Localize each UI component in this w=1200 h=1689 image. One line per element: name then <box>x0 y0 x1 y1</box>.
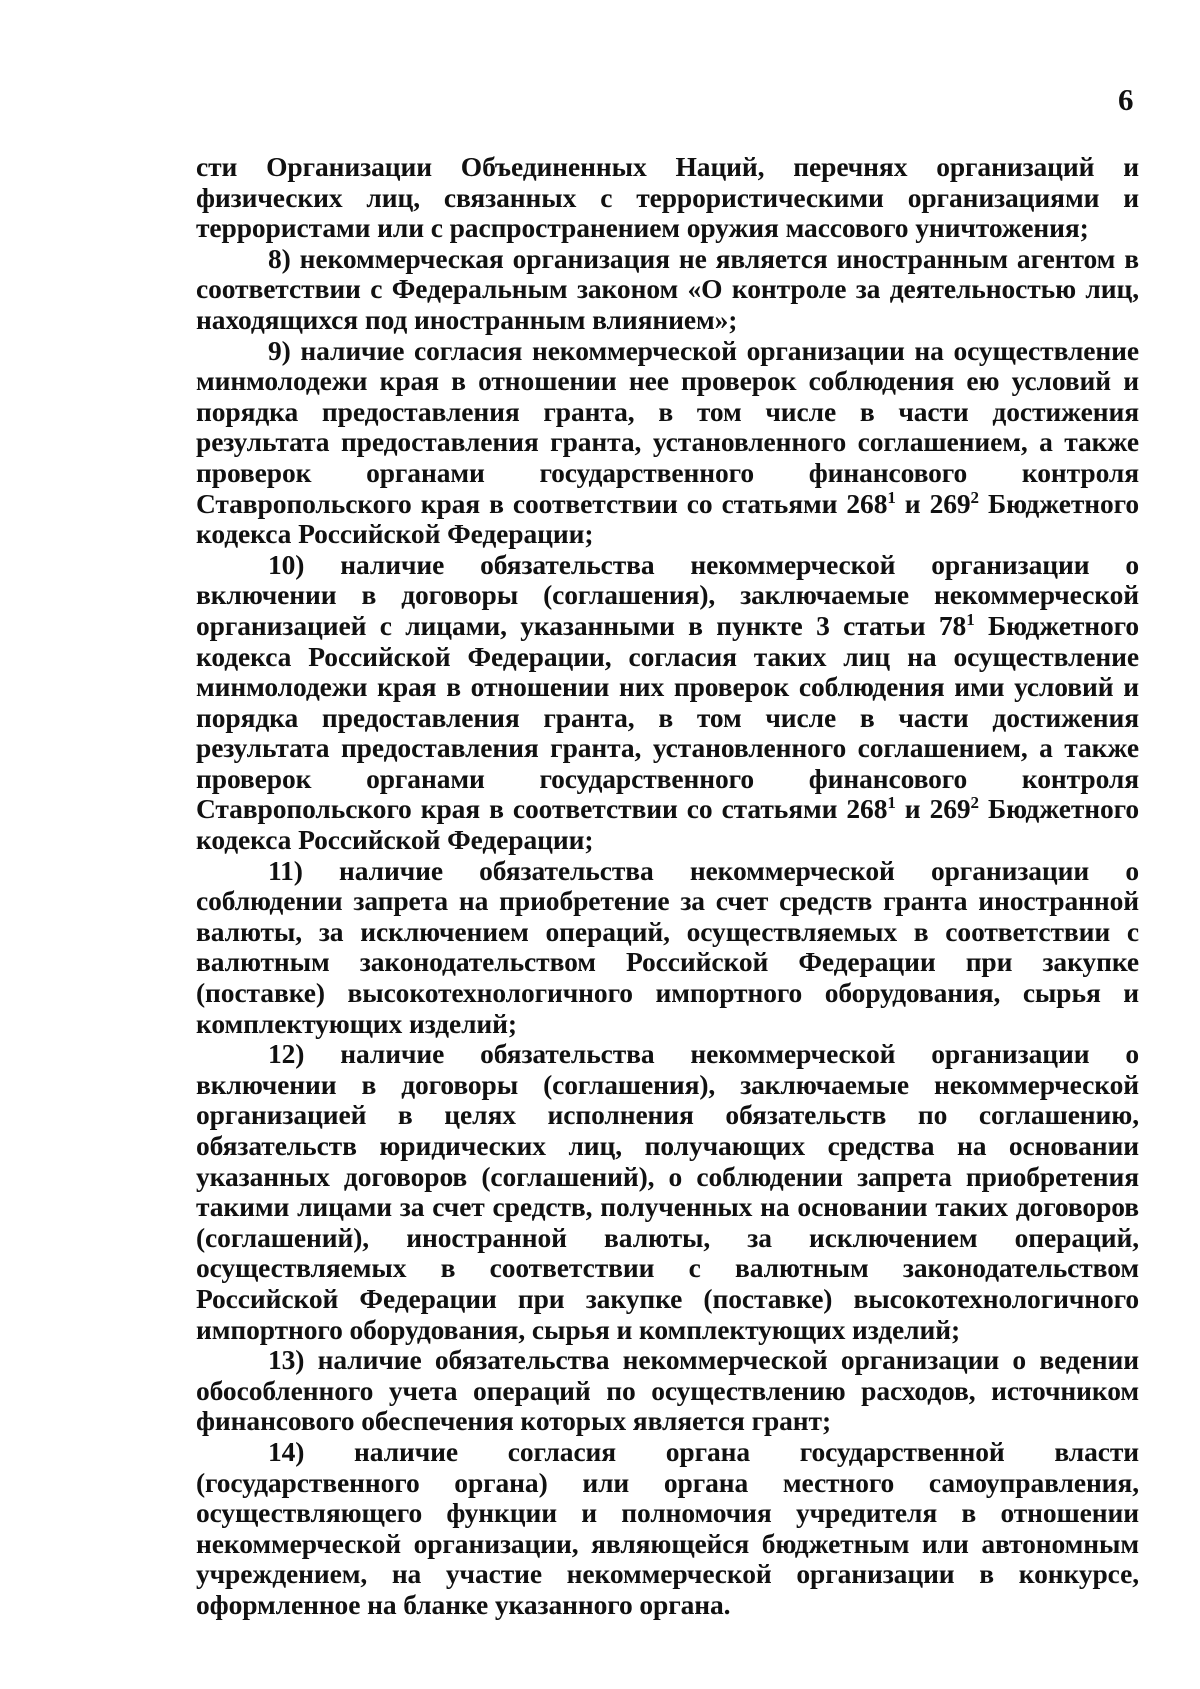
list-item-9-text-a: 9) наличие согласия некоммерческой организации на осуществление минмолодежи края в отношении нее проверок соблюдения ею условий и порядка предоставления гранта, в том числе в части достижения результата предоставления гранта, установленного соглашением, а также проверок органами государственного финансового контроля Ставропольского края в соответствии со статьями 268 <box>196 334 1139 519</box>
list-item-10-text-c: и 269 <box>895 793 971 825</box>
document-body <box>196 152 1139 1621</box>
list-item-10 <box>196 550 1139 856</box>
list-item-11: 11) наличие обязательства некоммерческой организации о соблюдении запрета на приобретение за счет средств гранта иностранной валюты, за исключением операций, осуществляемых в соответствии с валютным законодательством Российской Федерации при закупке (поставке) высокотехнологичного импортного оборудования, сырья и комплектующих изделий; <box>196 854 1139 1039</box>
superscript: 2 <box>970 793 979 813</box>
superscript: 1 <box>966 609 975 629</box>
superscript: 1 <box>887 487 896 507</box>
page-number: 6 <box>1118 82 1134 117</box>
list-item-9-text-b: и 269 <box>895 487 971 519</box>
list-item-12: 12) наличие обязательства некоммерческой организации о включении в договоры (соглашения), заключаемые некоммерческой организацией в целях исполнения обязательств по соглашению, обязательств юридических лиц, получающих средства на основании указанных договоров (соглашений), о соблюдении запрета приобретения такими лицами за счет средств, полученных на основании таких договоров (соглашений), иностранной валюты, за исключением операций, осуществляемых в соответствии с валютным законодательством Российской Федерации при закупке (поставке) высокотехнологичного импортного оборудования, сырья и комплектующих изделий; <box>196 1038 1139 1345</box>
list-item-8: 8) некоммерческая организация не является иностранным агентом в соответствии с Федеральным законом «О контроле за деятельностью лиц, находящихся под иностранным влиянием»; <box>196 242 1139 335</box>
list-item-14: 14) наличие согласия органа государственной власти (государственного органа) или органа местного самоуправления, осуществляющего функции и полномочия учредителя в отношении некоммерческой организации, являющейся бюджетным или автономным учреждением, на участие некоммерческой организации в конкурсе, оформленное на бланке указанного органа. <box>196 1435 1139 1620</box>
superscript: 2 <box>970 487 979 507</box>
list-item-13: 13) наличие обязательства некоммерческой организации о ведении обособленного учета операций по осуществлению расходов, источником финансового обеспечения которых является грант; <box>196 1344 1139 1437</box>
paragraph-continuation: сти Организации Объединенных Наций, перечнях организаций и физических лиц, связанных с террористическими организациями и террористами или с распространением оружия массового уничтожения; <box>196 151 1139 244</box>
list-item-9-text-c: Бюджетного кодекса Российской Федерации; <box>196 487 1139 550</box>
superscript: 1 <box>887 793 896 813</box>
list-item-10-text-b: Бюджетного кодекса Российской Федерации, согласия таких лиц на осуществление минмолодежи края в отношении них проверок соблюдения ими условий и порядка предоставления гранта, в том числе в части достижения результата предоставления гранта, установленного соглашением, а также проверок органами государственного финансового контроля Ставропольского края в соответствии со статьями 268 <box>196 609 1139 825</box>
list-item-9 <box>196 336 1139 550</box>
list-item-10-text-d: Бюджетного кодекса Российской Федерации; <box>196 793 1139 856</box>
list-item-10-text-a: 10) наличие обязательства некоммерческой организации о включении в договоры (соглашения), заключаемые некоммерческой организацией с лицами, указанными в пункте 3 статьи 78 <box>196 548 1139 641</box>
